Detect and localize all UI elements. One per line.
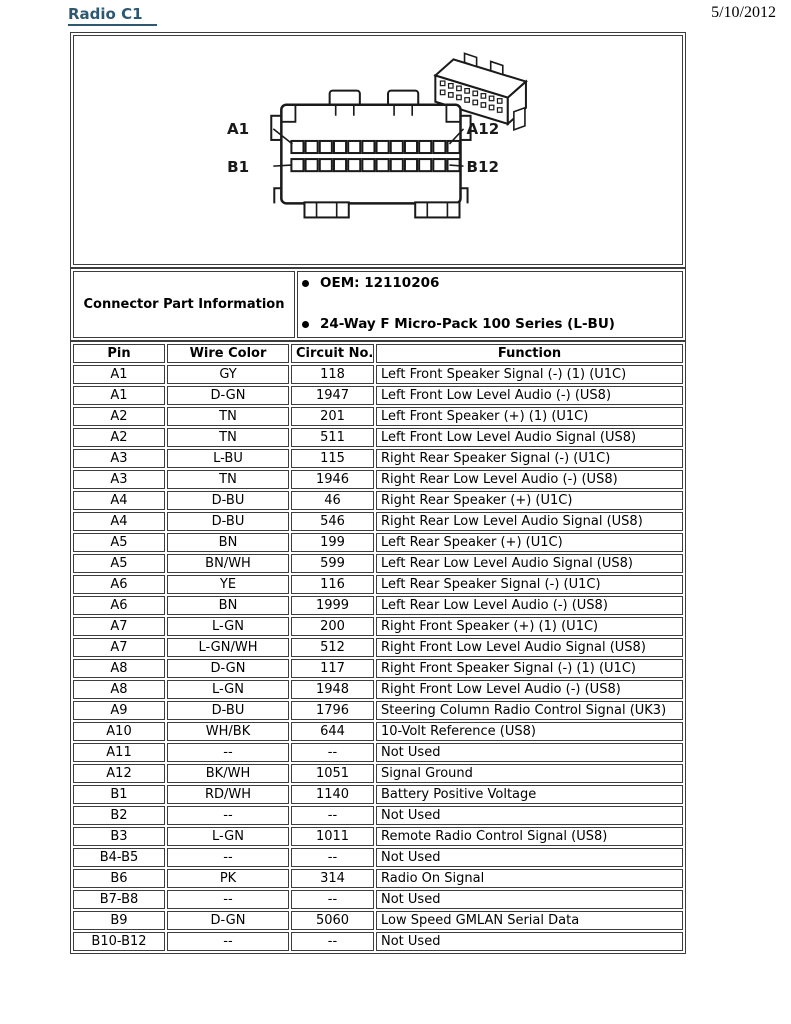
connector-image-table <box>70 32 686 268</box>
wire-color-cell: D-GN <box>167 911 289 930</box>
wire-color-cell: GY <box>167 365 289 384</box>
function-cell: Left Rear Low Level Audio Signal (US8) <box>376 554 683 573</box>
table-row <box>73 575 683 594</box>
pin-cell: A6 <box>73 596 165 615</box>
table-row <box>73 701 683 720</box>
circuit-no-cell: 118 <box>291 365 374 384</box>
pin-cell: B3 <box>73 827 165 846</box>
connector-diagram <box>78 37 683 259</box>
pinout-table <box>70 341 686 954</box>
function-cell: Not Used <box>376 743 683 762</box>
pin-cell: A1 <box>73 365 165 384</box>
table-row <box>73 386 683 405</box>
pin-cell: A7 <box>73 617 165 636</box>
wire-color-cell: TN <box>167 470 289 489</box>
part-info-details <box>297 271 683 338</box>
function-cell: Battery Positive Voltage <box>376 785 683 804</box>
leader-line-b12 <box>449 165 463 166</box>
circuit-no-cell: -- <box>291 848 374 867</box>
pin-label-b1: B1 <box>227 158 250 177</box>
pin-cell: B9 <box>73 911 165 930</box>
pin-cell: A4 <box>73 512 165 531</box>
wire-color-cell: -- <box>167 932 289 951</box>
function-cell: Signal Ground <box>376 764 683 783</box>
oem-number: OEM: 12110206 <box>320 275 440 291</box>
wire-color-cell: WH/BK <box>167 722 289 741</box>
pin-table-header-row <box>73 344 683 363</box>
circuit-no-cell: 116 <box>291 575 374 594</box>
function-cell: Right Rear Low Level Audio (-) (US8) <box>376 470 683 489</box>
function-cell: Remote Radio Control Signal (US8) <box>376 827 683 846</box>
table-row <box>73 869 683 888</box>
circuit-no-cell: 5060 <box>291 911 374 930</box>
pin-cell: A5 <box>73 533 165 552</box>
table-row <box>73 764 683 783</box>
pin-cell: A4 <box>73 491 165 510</box>
wire-color-cell: TN <box>167 407 289 426</box>
function-cell: Left Front Low Level Audio (-) (US8) <box>376 386 683 405</box>
function-cell: Steering Column Radio Control Signal (UK3) <box>376 701 683 720</box>
pin-cell: A5 <box>73 554 165 573</box>
function-cell: Low Speed GMLAN Serial Data <box>376 911 683 930</box>
table-row <box>73 617 683 636</box>
circuit-no-cell: 314 <box>291 869 374 888</box>
column-header-function: Function <box>376 344 683 363</box>
table-row <box>73 407 683 426</box>
function-cell: Left Rear Speaker Signal (-) (U1C) <box>376 575 683 594</box>
column-header-pin: Pin <box>73 344 165 363</box>
table-row <box>73 365 683 384</box>
function-cell: Not Used <box>376 932 683 951</box>
circuit-no-cell: 1011 <box>291 827 374 846</box>
wire-color-cell: L-GN <box>167 617 289 636</box>
circuit-no-cell: 1051 <box>291 764 374 783</box>
circuit-no-cell: 1796 <box>291 701 374 720</box>
circuit-no-cell: 1948 <box>291 680 374 699</box>
pin-cell: B10-B12 <box>73 932 165 951</box>
function-cell: Left Front Speaker Signal (-) (1) (U1C) <box>376 365 683 384</box>
wire-color-cell: RD/WH <box>167 785 289 804</box>
table-row <box>73 680 683 699</box>
wire-color-cell: L-GN <box>167 827 289 846</box>
pin-cell: A3 <box>73 470 165 489</box>
function-cell: Left Rear Speaker (+) (U1C) <box>376 533 683 552</box>
page-date: 5/10/2012 <box>711 4 776 21</box>
pin-label-b12: B12 <box>466 158 500 177</box>
wire-color-cell: L-GN <box>167 680 289 699</box>
connector-image-cell <box>73 35 683 265</box>
bullet-icon <box>302 280 309 287</box>
circuit-no-cell: 1999 <box>291 596 374 615</box>
pin-label-a1: A1 <box>226 119 250 138</box>
function-cell: 10-Volt Reference (US8) <box>376 722 683 741</box>
column-header-circuit-no: Circuit No. <box>291 344 374 363</box>
table-row <box>73 449 683 468</box>
pin-cell: A9 <box>73 701 165 720</box>
table-row <box>73 743 683 762</box>
column-header-wire-color: Wire Color <box>167 344 289 363</box>
function-cell: Left Front Low Level Audio Signal (US8) <box>376 428 683 447</box>
function-cell: Left Rear Low Level Audio (-) (US8) <box>376 596 683 615</box>
table-row <box>73 470 683 489</box>
part-info-table <box>70 268 686 341</box>
wire-color-cell: BN/WH <box>167 554 289 573</box>
circuit-no-cell: 599 <box>291 554 374 573</box>
table-row <box>73 533 683 552</box>
connector-front-view <box>227 91 499 218</box>
wire-color-cell: -- <box>167 890 289 909</box>
function-cell: Right Front Speaker (+) (1) (U1C) <box>376 617 683 636</box>
function-cell: Left Front Speaker (+) (1) (U1C) <box>376 407 683 426</box>
wire-color-cell: YE <box>167 575 289 594</box>
table-row <box>73 722 683 741</box>
function-cell: Right Front Low Level Audio Signal (US8) <box>376 638 683 657</box>
pin-cell: A3 <box>73 449 165 468</box>
pin-cell: A10 <box>73 722 165 741</box>
part-info-bullet-oem <box>302 276 678 291</box>
circuit-no-cell: 199 <box>291 533 374 552</box>
circuit-no-cell: 512 <box>291 638 374 657</box>
part-info-label: Connector Part Information <box>73 271 295 338</box>
pin-table-body <box>73 344 683 951</box>
pin-cell: B2 <box>73 806 165 825</box>
pin-cell: B6 <box>73 869 165 888</box>
table-row <box>73 428 683 447</box>
table-row <box>73 890 683 909</box>
wire-color-cell: -- <box>167 806 289 825</box>
wire-color-cell: D-GN <box>167 386 289 405</box>
page-title: Radio C1 <box>68 5 157 26</box>
table-row <box>73 491 683 510</box>
table-row <box>73 848 683 867</box>
function-cell: Right Rear Speaker Signal (-) (U1C) <box>376 449 683 468</box>
wire-color-cell: TN <box>167 428 289 447</box>
wire-color-cell: D-BU <box>167 512 289 531</box>
circuit-no-cell: 200 <box>291 617 374 636</box>
table-row <box>73 806 683 825</box>
document-body <box>70 32 686 954</box>
connector-series: 24-Way F Micro-Pack 100 Series (L-BU) <box>320 316 615 332</box>
table-row <box>73 596 683 615</box>
circuit-no-cell: 644 <box>291 722 374 741</box>
function-cell: Not Used <box>376 806 683 825</box>
table-row <box>73 512 683 531</box>
wire-color-cell: D-GN <box>167 659 289 678</box>
function-cell: Right Front Low Level Audio (-) (US8) <box>376 680 683 699</box>
bullet-icon <box>302 321 309 328</box>
part-info-bullet-series <box>302 317 678 332</box>
pin-cell: A2 <box>73 407 165 426</box>
wire-color-cell: -- <box>167 848 289 867</box>
circuit-no-cell: -- <box>291 932 374 951</box>
wire-color-cell: BN <box>167 533 289 552</box>
pin-cell: A8 <box>73 659 165 678</box>
wire-color-cell: D-BU <box>167 491 289 510</box>
table-row <box>73 785 683 804</box>
function-cell: Right Front Speaker Signal (-) (1) (U1C) <box>376 659 683 678</box>
wire-color-cell: BN <box>167 596 289 615</box>
function-cell: Not Used <box>376 890 683 909</box>
circuit-no-cell: 546 <box>291 512 374 531</box>
wire-color-cell: L-BU <box>167 449 289 468</box>
circuit-no-cell: -- <box>291 890 374 909</box>
wire-color-cell: D-BU <box>167 701 289 720</box>
pin-cell: A12 <box>73 764 165 783</box>
pin-cell: B1 <box>73 785 165 804</box>
circuit-no-cell: 511 <box>291 428 374 447</box>
table-row <box>73 659 683 678</box>
table-row <box>73 554 683 573</box>
pin-cell: B4-B5 <box>73 848 165 867</box>
pin-cell: B7-B8 <box>73 890 165 909</box>
circuit-no-cell: -- <box>291 743 374 762</box>
circuit-no-cell: 1946 <box>291 470 374 489</box>
circuit-no-cell: 115 <box>291 449 374 468</box>
circuit-no-cell: -- <box>291 806 374 825</box>
wire-color-cell: -- <box>167 743 289 762</box>
wire-color-cell: PK <box>167 869 289 888</box>
pin-cell: A11 <box>73 743 165 762</box>
function-cell: Right Rear Speaker (+) (U1C) <box>376 491 683 510</box>
function-cell: Right Rear Low Level Audio Signal (US8) <box>376 512 683 531</box>
circuit-no-cell: 1140 <box>291 785 374 804</box>
pin-cell: A2 <box>73 428 165 447</box>
table-row <box>73 911 683 930</box>
table-row <box>73 827 683 846</box>
pin-cell: A6 <box>73 575 165 594</box>
table-row <box>73 932 683 951</box>
circuit-no-cell: 201 <box>291 407 374 426</box>
circuit-no-cell: 1947 <box>291 386 374 405</box>
leader-line-b1 <box>273 165 291 166</box>
pin-cell: A8 <box>73 680 165 699</box>
circuit-no-cell: 46 <box>291 491 374 510</box>
pin-cell: A7 <box>73 638 165 657</box>
function-cell: Not Used <box>376 848 683 867</box>
function-cell: Radio On Signal <box>376 869 683 888</box>
wire-color-cell: L-GN/WH <box>167 638 289 657</box>
wire-color-cell: BK/WH <box>167 764 289 783</box>
table-row <box>73 638 683 657</box>
pin-cell: A1 <box>73 386 165 405</box>
circuit-no-cell: 117 <box>291 659 374 678</box>
pin-label-a12: A12 <box>466 119 500 138</box>
